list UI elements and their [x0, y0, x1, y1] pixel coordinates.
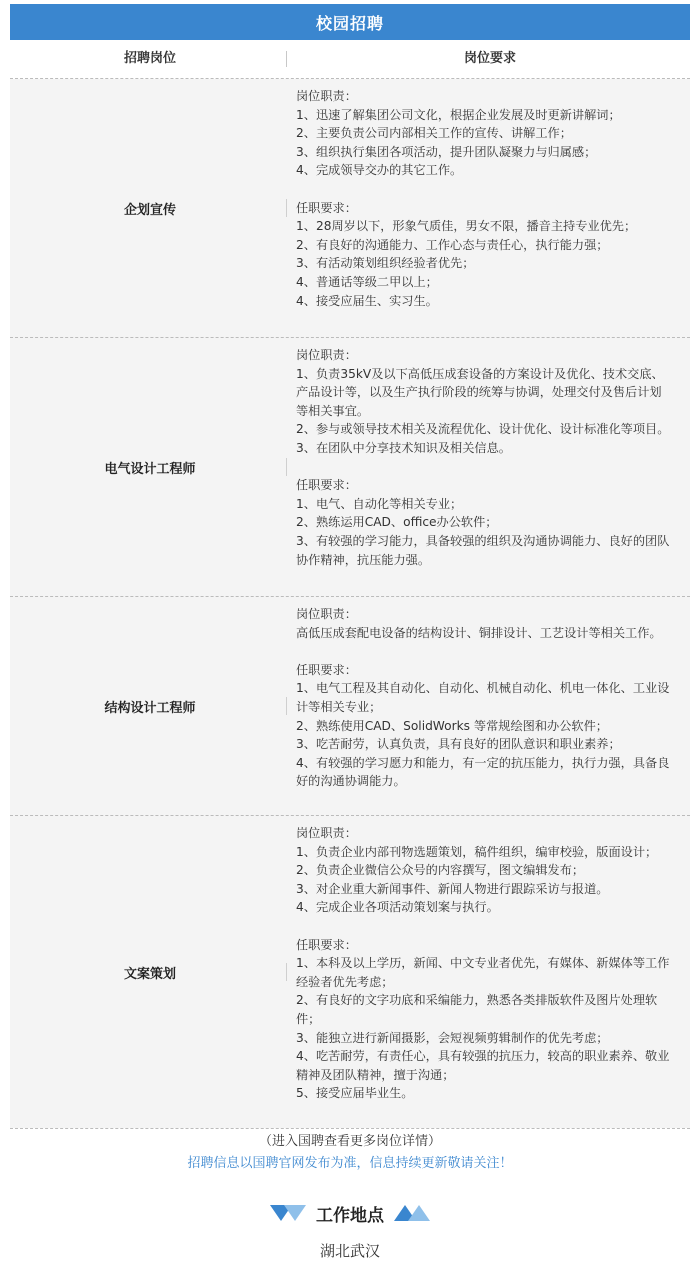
triangle-left-icon: [270, 1204, 306, 1222]
requirement-line: 任职要求：: [296, 200, 357, 215]
requirement-line: 产品设计等，以及生产执行阶段的统筹与协调，处理交付及售后计划: [296, 385, 662, 400]
column-divider: [286, 458, 287, 476]
requirement-line: 4、普通话等级二甲以上；: [296, 274, 438, 289]
requirement-line: 件；: [296, 1011, 321, 1026]
column-divider: [286, 963, 287, 981]
requirement-line: 4、完成领导交办的其它工作。: [296, 163, 463, 178]
requirement-line: 4、接受应届生、实习生。: [296, 293, 438, 308]
blank-line: [296, 180, 688, 199]
requirement-line: 等相关事宜。: [296, 403, 370, 418]
requirement-line: 1、本科及以上学历，新闻、中文专业者优先，有媒体、新媒体等工作: [296, 956, 670, 971]
requirement-line: 3、有较强的学习能力，具备较强的组织及沟通协调能力、良好的团队: [296, 533, 670, 548]
requirement-line: 2、有良好的文字功底和采编能力，熟悉各类排版软件及图片处理软: [296, 993, 658, 1008]
table-header: [10, 40, 690, 79]
requirement-line: 3、能独立进行新闻摄影，会短视频剪辑制作的优先考虑；: [296, 1030, 609, 1045]
column-divider: [286, 51, 287, 67]
requirement-line: 好的沟通协调能力。: [296, 774, 406, 789]
blank-line: [296, 642, 688, 661]
location-value: 湖北武汉: [319, 1242, 380, 1260]
column-header-requirements: 岗位要求: [463, 51, 516, 66]
column-divider: [286, 199, 287, 217]
requirement-line: 任职要求：: [296, 662, 357, 677]
location-heading: [0, 1200, 700, 1226]
requirement-line: 3、在团队中分享技术知识及相关信息。: [296, 440, 511, 455]
requirement-line: 1、电气工程及其自动化、自动化、机械自动化、机电一体化、工业设: [296, 681, 670, 696]
requirement-line: 2、参与或领导技术相关及流程优化、设计优化、设计标准化等项目。: [296, 422, 670, 437]
requirement-line: 1、迅速了解集团公司文化，根据企业发展及时更新讲解词；: [296, 107, 621, 122]
requirement-line: 岗位职责：: [296, 607, 357, 621]
blank-line: [296, 917, 688, 936]
requirement-line: 岗位职责：: [296, 348, 357, 362]
requirement-line: 高低压成套配电设备的结构设计、铜排设计、工艺设计等相关工作。: [296, 625, 662, 640]
requirement-line: 4、有较强的学习愿力和能力，有一定的抗压能力，执行力强，具备良: [296, 755, 670, 770]
position-title: 电气设计工程师: [104, 461, 196, 477]
position-title: 文案策划: [123, 966, 176, 982]
position-requirements: [296, 346, 688, 569]
position-requirements: [296, 824, 688, 1103]
position-requirements: [296, 605, 688, 791]
table-row: [10, 338, 690, 597]
requirement-line: 2、主要负责公司内部相关工作的宣传、讲解工作；: [296, 126, 572, 141]
requirement-line: 3、吃苦耐劳，认真负责，具有良好的团队意识和职业素养；: [296, 737, 621, 752]
requirement-line: 3、对企业重大新闻事件、新闻人物进行跟踪采访与报道。: [296, 881, 609, 896]
requirement-line: 1、负责35kV及以下高低压成套设备的方案设计及优化、技术交底、: [296, 366, 664, 381]
location-title: 工作地点: [316, 1205, 384, 1226]
blank-line: [296, 458, 688, 477]
requirement-line: 1、电气、自动化等相关专业；: [296, 496, 463, 511]
more-positions-link[interactable]: （进入国聘查看更多岗位详情）: [258, 1134, 441, 1149]
requirement-line: 任职要求：: [296, 937, 357, 952]
recruitment-table: [10, 40, 690, 1128]
triangle-right-icon: [394, 1204, 430, 1222]
requirement-line: 1、28周岁以下，形象气质佳，男女不限，播音主持专业优先；: [296, 219, 637, 234]
page-title: 校园招聘: [10, 4, 690, 40]
update-notice: 招聘信息以国聘官网发布为准，信息持续更新敬请关注！: [187, 1156, 513, 1171]
requirement-line: 精神及团队精神，擅于沟通；: [296, 1067, 455, 1082]
table-row: [10, 816, 690, 1129]
requirement-line: 岗位职责：: [296, 826, 357, 840]
requirement-line: 3、组织执行集团各项活动，提升团队凝聚力与归属感；: [296, 144, 597, 159]
requirement-line: 4、吃苦耐劳，有责任心，具有较强的抗压力，较高的职业素养、敬业: [296, 1049, 670, 1064]
requirement-line: 4、完成企业各项活动策划案与执行。: [296, 900, 499, 915]
requirement-line: 岗位职责：: [296, 89, 357, 103]
requirement-line: 3、有活动策划组织经验者优先；: [296, 256, 475, 271]
column-header-position: 招聘岗位: [123, 51, 176, 66]
requirement-line: 1、负责企业内部刊物选题策划，稿件组织，编审校验，版面设计；: [296, 844, 658, 859]
position-requirements: [296, 87, 688, 310]
requirement-line: 任职要求：: [296, 478, 357, 493]
requirement-line: 2、熟练使用CAD、SolidWorks 等常规绘图和办公软件；: [296, 718, 608, 733]
requirement-line: 计等相关专业；: [296, 699, 382, 714]
requirement-line: 经验者优先考虑；: [296, 974, 394, 989]
table-row: [10, 79, 690, 338]
position-title: 结构设计工程师: [104, 700, 196, 716]
requirement-line: 2、有良好的沟通能力、工作心态与责任心，执行能力强；: [296, 237, 609, 252]
requirement-line: 2、负责企业微信公众号的内容撰写，图文编辑发布；: [296, 863, 585, 878]
requirement-line: 5、接受应届毕业生。: [296, 1086, 414, 1101]
requirement-line: 2、熟练运用CAD、office办公软件；: [296, 515, 498, 530]
position-title: 企划宣传: [123, 202, 176, 218]
column-divider: [286, 697, 287, 715]
requirement-line: 协作精神，抗压能力强。: [296, 552, 431, 567]
table-row: [10, 597, 690, 816]
